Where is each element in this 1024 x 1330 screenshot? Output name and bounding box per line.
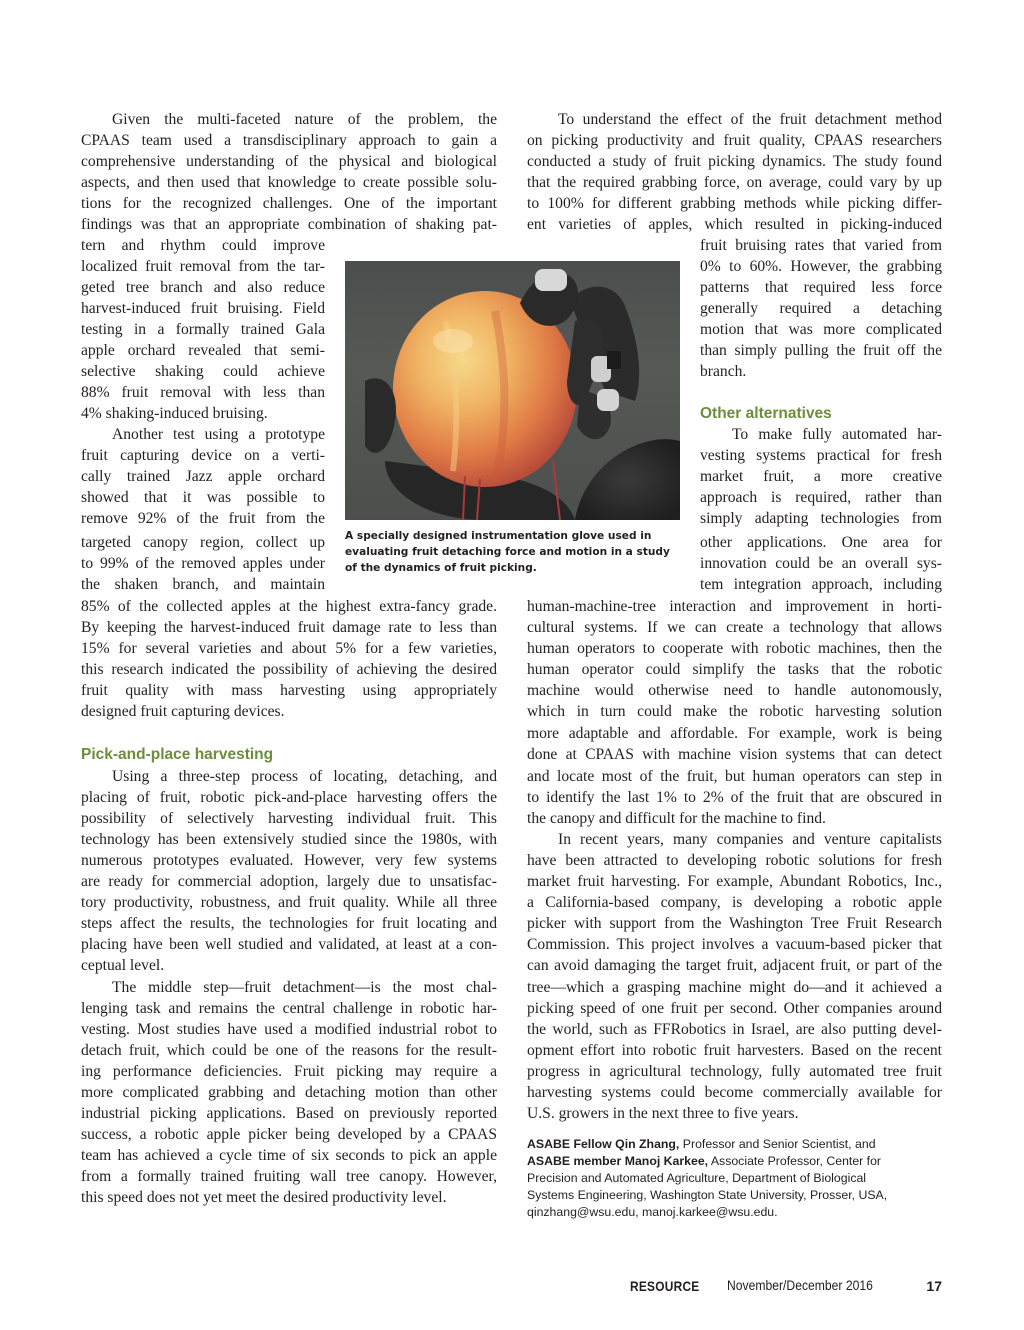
left-line: showed that it was possible to bbox=[81, 489, 325, 506]
right-line: motion that was more complicated bbox=[700, 321, 942, 338]
left-line: testing in a formally trained Gala bbox=[81, 321, 325, 338]
right-line: picking speed of one fruit per second. Other companies around bbox=[527, 1000, 942, 1017]
bio-line bbox=[527, 1153, 945, 1170]
author-name: ASABE member Manoj Karkee, bbox=[527, 1154, 709, 1168]
right-line: ent varieties of apples, which resulted in picking-induced bbox=[527, 216, 942, 233]
left-line: targeted canopy region, collect up bbox=[81, 534, 325, 551]
left-line: from a formally trained fruiting wall tree canopy. However, bbox=[81, 1168, 497, 1185]
left-line: Given the multi-faceted nature of the problem, the bbox=[112, 111, 497, 128]
left-line: By keeping the harvest-induced fruit damage rate to less than bbox=[81, 619, 497, 636]
author-role: Associate Professor, Center for bbox=[708, 1154, 882, 1168]
figure-caption bbox=[345, 528, 680, 576]
right-line: the world, such as FFRobotics in Israel, are also putting devel- bbox=[527, 1021, 942, 1038]
magazine-name: RESOURCE bbox=[630, 1278, 700, 1294]
caption-line: A specially designed instrumentation glove used in bbox=[345, 530, 652, 542]
right-line: the canopy and difficult for the machine to find. bbox=[527, 810, 826, 827]
right-line: market fruit harvesting. For example, Abundant Robotics, Inc., bbox=[527, 873, 942, 890]
bio-line: Precision and Automated Agriculture, Department of Biological bbox=[527, 1171, 867, 1185]
bio-line: qinzhang@wsu.edu, manoj.karkee@wsu.edu. bbox=[527, 1205, 778, 1219]
right-line: approach is required, rather than bbox=[700, 489, 942, 506]
right-line: innovation could be an overall sys- bbox=[700, 555, 942, 572]
right-line: on picking productivity and fruit quality, CPAAS researchers bbox=[527, 132, 942, 149]
right-line: and locate most of the fruit, but human operators can step in bbox=[527, 768, 942, 785]
right-line: picker with support from the Washington Tree Fruit Research bbox=[527, 915, 942, 932]
issue-date: November/December 2016 bbox=[727, 1278, 873, 1293]
right-line: human operator could simplify the tasks that the robotic bbox=[527, 661, 942, 678]
right-line: can avoid damaging the target fruit, adjacent fruit, or part of the bbox=[527, 957, 942, 974]
author-role: Professor and Senior Scientist, and bbox=[679, 1137, 876, 1151]
left-line: selective shaking could achieve bbox=[81, 363, 325, 380]
left-line: 88% fruit removal with less than bbox=[81, 384, 325, 401]
right-line: to 100% for different grabbing methods while picking differ- bbox=[527, 195, 942, 212]
right-line: simply adapting technologies from bbox=[700, 510, 942, 527]
left-line: the shaken branch, and maintain bbox=[81, 576, 325, 593]
left-line: tory productivity, robustness, and fruit quality. While all three bbox=[81, 894, 497, 911]
left-line: localized fruit removal from the tar- bbox=[81, 258, 325, 275]
right-line: than simply pulling the fruit off the bbox=[700, 342, 942, 359]
right-line: tree—which a grasping machine might do—and it achieved a bbox=[527, 979, 942, 996]
left-line: remove 92% of the fruit from the bbox=[81, 510, 325, 527]
left-line: tions for the recognized challenges. One of the important bbox=[81, 195, 497, 212]
right-line: patterns that required less force bbox=[700, 279, 942, 296]
right-line: U.S. growers in the next three to five years. bbox=[527, 1105, 799, 1122]
left-line: Using a three-step process of locating, detaching, and bbox=[112, 768, 497, 785]
page-footer bbox=[630, 1278, 942, 1298]
left-line: ing performance deficiencies. Fruit picking may require a bbox=[81, 1063, 497, 1080]
right-line: human-machine-tree interaction and improvement in horti- bbox=[527, 598, 942, 615]
left-line: success, a robotic apple picker being developed by a CPAAS bbox=[81, 1126, 497, 1143]
left-line: The middle step—fruit detachment—is the most chal- bbox=[112, 979, 497, 996]
right-line: fruit bruising rates that varied from bbox=[700, 237, 942, 254]
right-line: progress in agricultural technology, fully automated tree fruit bbox=[527, 1063, 942, 1080]
right-line: done at CPAAS with machine vision systems that can detect bbox=[527, 746, 942, 763]
left-line: 85% of the collected apples at the highest extra-fancy grade. bbox=[81, 598, 497, 615]
left-line: geted tree branch and also reduce bbox=[81, 279, 325, 296]
caption-line: of the dynamics of fruit picking. bbox=[345, 562, 537, 574]
right-line: a California-based company, is developing a robotic apple bbox=[527, 894, 942, 911]
right-line: To understand the effect of the fruit detachment method bbox=[558, 111, 942, 128]
right-line: opment effort into robotic fruit harvesters. Based on the recent bbox=[527, 1042, 942, 1059]
left-line: apple orchard revealed that semi- bbox=[81, 342, 325, 359]
left-line: placing of fruit, robotic pick-and-place harvesting offers the bbox=[81, 789, 497, 806]
section-heading-other-alternatives: Other alternatives bbox=[700, 405, 832, 422]
right-line: have been attracted to developing robotic solutions for fresh bbox=[527, 852, 942, 869]
left-line: fruit capturing device on a verti- bbox=[81, 447, 325, 464]
left-line: this speed does not yet meet the desired productivity level. bbox=[81, 1189, 447, 1206]
left-line: numerous prototypes evaluated. However, very few systems bbox=[81, 852, 497, 869]
left-line: findings was that an appropriate combination of shaking pat- bbox=[81, 216, 497, 233]
right-line: generally required a detaching bbox=[700, 300, 942, 317]
right-line: human operators to cooperate with robotic machines, then the bbox=[527, 640, 942, 657]
left-line: Another test using a prototype bbox=[112, 426, 325, 443]
left-line: vesting. Most studies have used a modified industrial robot to bbox=[81, 1021, 497, 1038]
left-line: industrial picking applications. Based on previously reported bbox=[81, 1105, 497, 1122]
right-line: branch. bbox=[700, 363, 747, 380]
left-line: steps affect the results, the technologies for fruit locating and bbox=[81, 915, 497, 932]
left-line: are ready for commercial adoption, largely due to unsatisfac- bbox=[81, 873, 497, 890]
left-line: harvest-induced fruit bruising. Field bbox=[81, 300, 325, 317]
bio-line bbox=[527, 1136, 945, 1153]
right-line: to identify the last 1% to 2% of the fruit that are obscured in bbox=[527, 789, 942, 806]
left-line: technology has been extensively studied since the 1980s, with bbox=[81, 831, 497, 848]
right-line: machine would otherwise need to handle autonomously, bbox=[527, 682, 942, 699]
left-line: fruit quality with mass harvesting using appropriately bbox=[81, 682, 497, 699]
left-line: ceptual level. bbox=[81, 957, 165, 974]
right-line: more adaptable and affordable. For example, work is being bbox=[527, 725, 942, 742]
right-line: conducted a study of fruit picking dynamics. The study found bbox=[527, 153, 942, 170]
right-line: To make fully automated har- bbox=[732, 426, 942, 443]
right-line: that the required grabbing force, on average, could vary by up bbox=[527, 174, 942, 191]
right-line: 0% to 60%. However, the grabbing bbox=[700, 258, 942, 275]
left-line: this research indicated the possibility of achieving the desired bbox=[81, 661, 497, 678]
page-number: 17 bbox=[926, 1278, 942, 1294]
left-line: aspects, and then used that knowledge to create possible solu- bbox=[81, 174, 497, 191]
left-line: CPAAS team used a transdisciplinary approach to gain a bbox=[81, 132, 497, 149]
right-line: which in turn could make the robotic harvesting solution bbox=[527, 703, 942, 720]
left-line: 4% shaking-induced bruising. bbox=[81, 405, 268, 422]
apple-glove-illustration bbox=[345, 261, 680, 520]
left-line: lenging task and remains the central challenge in robotic har- bbox=[81, 1000, 497, 1017]
left-line: team has achieved a cycle time of six seconds to pick an apple bbox=[81, 1147, 497, 1164]
author-bio bbox=[527, 1136, 945, 1221]
right-line: market fruit, a more creative bbox=[700, 468, 942, 485]
figure-glove-apple-photo bbox=[345, 261, 680, 520]
right-line: In recent years, many companies and venture capitalists bbox=[558, 831, 942, 848]
right-line: harvesting systems could become commercially available for bbox=[527, 1084, 942, 1101]
left-line: detach fruit, which could be one of the reasons for the result- bbox=[81, 1042, 497, 1059]
right-line: Commission. This project involves a vacuum-based picker that bbox=[527, 936, 942, 953]
caption-line: evaluating fruit detaching force and motion in a study bbox=[345, 546, 670, 558]
bio-line: Systems Engineering, Washington State University, Prosser, USA, bbox=[527, 1188, 888, 1202]
right-line: cultural systems. If we can create a technology that allows bbox=[527, 619, 942, 636]
right-line: vesting systems practical for fresh bbox=[700, 447, 942, 464]
left-line: designed fruit capturing devices. bbox=[81, 703, 285, 720]
right-line: other applications. One area for bbox=[700, 534, 942, 551]
left-line: to 99% of the removed apples under bbox=[81, 555, 325, 572]
left-line: 15% for several varieties and about 5% for a few varieties, bbox=[81, 640, 497, 657]
section-heading-pick-and-place: Pick-and-place harvesting bbox=[81, 746, 274, 763]
left-line: possibility of selectively harvesting individual fruit. This bbox=[81, 810, 497, 827]
left-line: comprehensive understanding of the physical and biological bbox=[81, 153, 497, 170]
author-name: ASABE Fellow Qin Zhang, bbox=[527, 1137, 680, 1151]
left-line: more complicated grabbing and detaching motion than other bbox=[81, 1084, 497, 1101]
left-line: placing have been well studied and validated, at least at a con- bbox=[81, 936, 497, 953]
left-line: cally trained Jazz apple orchard bbox=[81, 468, 325, 485]
right-line: tem integration approach, including bbox=[700, 576, 942, 593]
left-line: tern and rhythm could improve bbox=[81, 237, 325, 254]
